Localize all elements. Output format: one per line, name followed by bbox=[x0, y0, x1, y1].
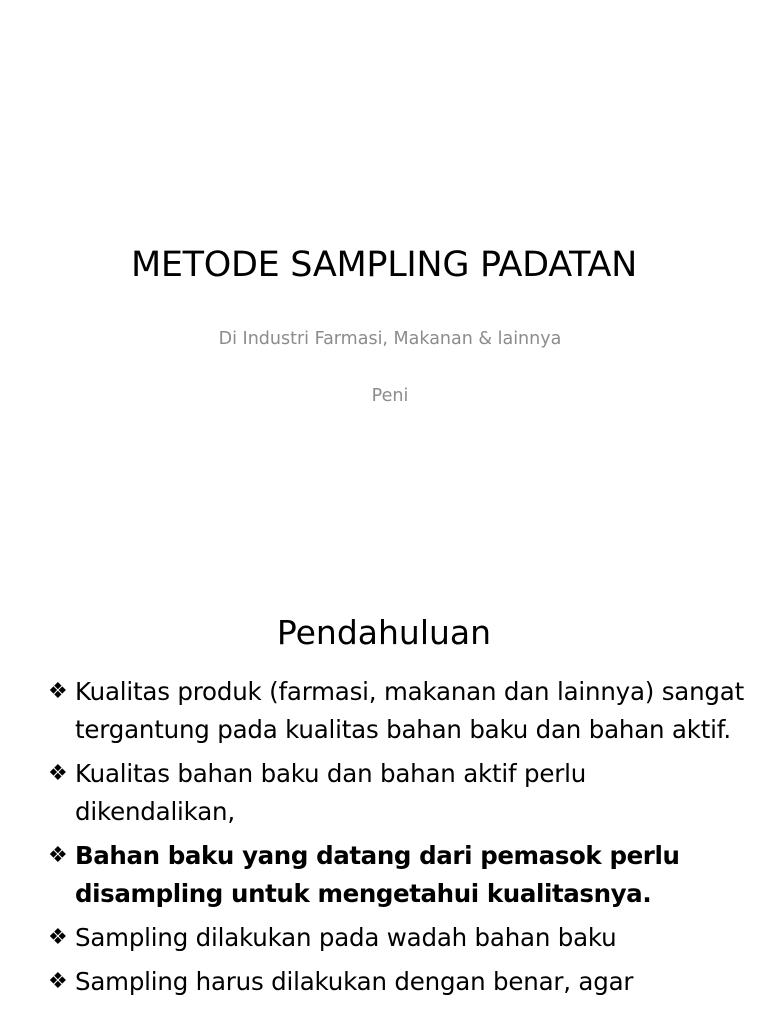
diamond-bullet-icon: ❖ bbox=[48, 925, 68, 950]
bullet-item bbox=[48, 837, 748, 913]
bullet-item bbox=[48, 963, 748, 1001]
bullet-item bbox=[48, 919, 748, 957]
diamond-bullet-icon: ❖ bbox=[48, 761, 68, 786]
diamond-bullet-icon: ❖ bbox=[48, 969, 68, 994]
bullet-text: Sampling dilakukan pada wadah bahan baku bbox=[75, 923, 617, 952]
slide-title: METODE SAMPLING PADATAN bbox=[130, 245, 638, 286]
bullet-list bbox=[48, 673, 748, 1007]
diamond-bullet-icon: ❖ bbox=[48, 679, 68, 704]
slide-author: Peni bbox=[371, 386, 409, 406]
bullet-text: Sampling harus dilakukan dengan benar, agar bbox=[75, 967, 634, 996]
slide-heading: Pendahuluan bbox=[276, 613, 492, 653]
bullet-item bbox=[48, 755, 748, 831]
bullet-item bbox=[48, 673, 748, 749]
intro-slide bbox=[0, 576, 768, 1024]
bullet-text: Kualitas produk (farmasi, makanan dan lainnya) sangat tergantung pada kualitas bahan baku dan bahan aktif. bbox=[75, 677, 744, 744]
diamond-bullet-icon: ❖ bbox=[48, 843, 68, 868]
slide-subtitle: Di Industri Farmasi, Makanan & lainnya bbox=[218, 329, 562, 349]
bullet-text: Bahan baku yang datang dari pemasok perlu disampling untuk mengetahui kualitasnya. bbox=[75, 841, 680, 908]
bullet-text: Kualitas bahan baku dan bahan aktif perlu dikendalikan, bbox=[75, 759, 587, 826]
